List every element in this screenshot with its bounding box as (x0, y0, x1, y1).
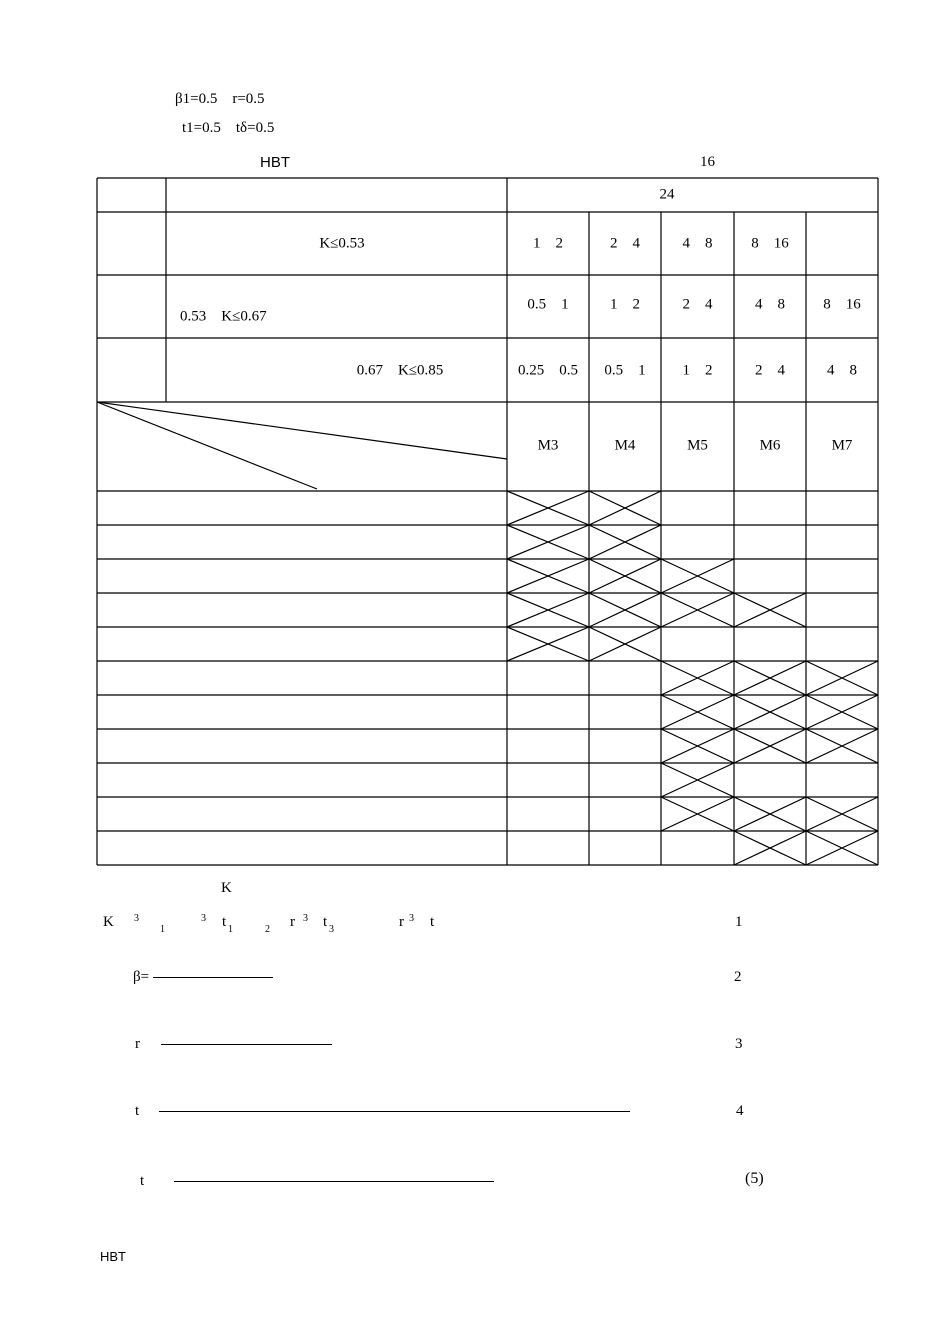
beta-label: β= (133, 969, 150, 985)
range-cell: 4 8 (827, 362, 857, 379)
range-cell: 2 4 (682, 296, 713, 313)
footer-label: HBT (100, 1249, 126, 1264)
equation-number-3: 3 (735, 1036, 743, 1052)
k-label: K (221, 880, 232, 896)
k-sup-2: 3 (201, 913, 206, 924)
fraction-bar (161, 1044, 332, 1045)
header-24: 24 (659, 186, 675, 203)
table-number: 16 (700, 154, 715, 170)
k-r2-sup: 3 (409, 913, 414, 924)
range-cell: 1 2 (682, 362, 713, 379)
table-grid-lines (97, 178, 878, 865)
diagonal-header-line (97, 402, 507, 459)
equation-number-4: 4 (736, 1103, 744, 1119)
k-sub-1: 1 (160, 924, 165, 935)
k-r: r (290, 914, 295, 930)
table-label: HBT (260, 154, 290, 171)
range-cell: 0.5 1 (527, 296, 569, 313)
range-cell: 2 4 (610, 235, 640, 252)
range-cell: 4 8 (755, 296, 785, 313)
k-t1: t (222, 914, 227, 930)
k-condition: K≤0.53 (319, 235, 365, 252)
k-symbol: K (103, 914, 114, 930)
param-line-1: β1=0.5 r=0.5 (175, 91, 265, 107)
k-t3-sub: 3 (329, 924, 334, 935)
range-cell: 1 2 (610, 296, 640, 313)
fraction-bar (159, 1111, 630, 1112)
range-cell: 8 16 (823, 296, 861, 313)
k-condition: 0.53 K≤0.67 (180, 308, 267, 325)
range-cell: 1 2 (533, 235, 563, 252)
k-condition: 0.67 K≤0.85 (356, 362, 444, 379)
t-label: t (135, 1103, 140, 1119)
equation-number-2: 2 (734, 969, 742, 985)
model-label: M3 (537, 437, 559, 454)
k-sup-1: 3 (134, 913, 139, 924)
diagonal-header-line (97, 402, 317, 489)
k-t3: t (323, 914, 328, 930)
table-text (180, 186, 861, 453)
fraction-bar (153, 977, 273, 978)
k-sub-2: 2 (265, 924, 270, 935)
r-label: r (135, 1036, 140, 1052)
range-cell: 0.25 0.5 (518, 362, 578, 379)
range-cell: 0.5 1 (604, 362, 646, 379)
k-r2: r (399, 914, 404, 930)
model-label: M5 (687, 437, 708, 454)
model-label: M6 (759, 437, 781, 454)
param-line-2: t1=0.5 tδ=0.5 (182, 120, 275, 136)
fraction-bar (174, 1181, 494, 1182)
equation-number-1: 1 (735, 914, 743, 930)
model-label: M7 (831, 437, 853, 454)
equation-number-5: (5) (745, 1170, 764, 1187)
k-r-sup: 3 (303, 913, 308, 924)
k-t1-sub: 1 (228, 924, 233, 935)
k-t-final: t (430, 914, 435, 930)
model-label: M4 (614, 437, 636, 454)
t-delta-label: t (140, 1173, 145, 1189)
range-cell: 4 8 (682, 235, 713, 252)
range-cell: 8 16 (751, 235, 789, 252)
range-cell: 2 4 (755, 362, 785, 379)
